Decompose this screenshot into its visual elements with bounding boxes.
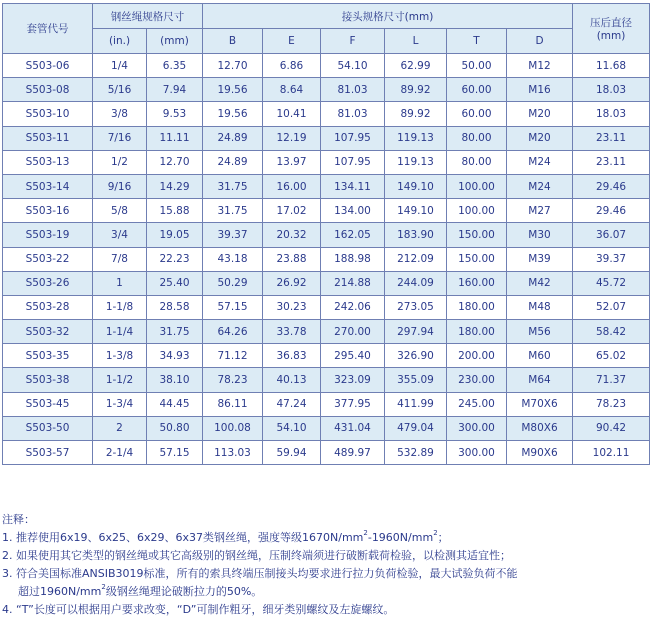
- cell-rope-in: 2: [93, 416, 147, 440]
- cell-d: M20: [507, 126, 573, 150]
- cell-t: 80.00: [447, 150, 507, 174]
- table-row: [3, 344, 650, 368]
- header-diameter-label: 压后直径: [590, 17, 633, 29]
- cell-diameter: 29.46: [573, 174, 650, 198]
- cell-f: 242.06: [321, 295, 385, 319]
- cell-d: M80X6: [507, 416, 573, 440]
- cell-l: 119.13: [385, 126, 447, 150]
- table-row: [3, 54, 650, 78]
- cell-rope-mm: 44.45: [147, 392, 203, 416]
- note-1-text-b: -1960N/mm: [367, 531, 434, 544]
- table-row: [3, 78, 650, 102]
- cell-rope-mm: 38.10: [147, 368, 203, 392]
- cell-f: 270.00: [321, 320, 385, 344]
- table-row: [3, 295, 650, 319]
- table-row: [3, 271, 650, 295]
- cell-rope-in: 9/16: [93, 174, 147, 198]
- cell-l: 411.99: [385, 392, 447, 416]
- cell-diameter: 71.37: [573, 368, 650, 392]
- header-rope-mm: (mm): [147, 29, 203, 54]
- cell-rope-in: 3/8: [93, 102, 147, 126]
- header-rope-in: (in.): [93, 29, 147, 54]
- cell-f: 162.05: [321, 223, 385, 247]
- cell-b: 39.37: [203, 223, 263, 247]
- cell-b: 50.29: [203, 271, 263, 295]
- header-code: 套管代号: [3, 4, 93, 54]
- header-diameter: [573, 4, 650, 54]
- header-d: D: [507, 29, 573, 54]
- note-1-sup-2: 2: [433, 529, 438, 537]
- cell-rope-mm: 50.80: [147, 416, 203, 440]
- table-row: [3, 126, 650, 150]
- cell-b: 43.18: [203, 247, 263, 271]
- cell-l: 149.10: [385, 174, 447, 198]
- cell-diameter: 78.23: [573, 392, 650, 416]
- cell-l: 355.09: [385, 368, 447, 392]
- cell-f: 188.98: [321, 247, 385, 271]
- cell-d: M24: [507, 174, 573, 198]
- cell-code: S503-13: [3, 150, 93, 174]
- cell-t: 200.00: [447, 344, 507, 368]
- cell-b: 57.15: [203, 295, 263, 319]
- cell-l: 183.90: [385, 223, 447, 247]
- cell-diameter: 102.11: [573, 441, 650, 465]
- table-row: [3, 247, 650, 271]
- header-f: F: [321, 29, 385, 54]
- cell-rope-in: 1/2: [93, 150, 147, 174]
- cell-d: M39: [507, 247, 573, 271]
- cell-code: S503-22: [3, 247, 93, 271]
- note-3-text-b: 级钢丝绳理论破断拉力的50%。: [105, 585, 263, 598]
- cell-l: 62.99: [385, 54, 447, 78]
- cell-b: 86.11: [203, 392, 263, 416]
- cell-rope-in: 5/16: [93, 78, 147, 102]
- cell-e: 8.64: [263, 78, 321, 102]
- cell-t: 180.00: [447, 295, 507, 319]
- cell-l: 119.13: [385, 150, 447, 174]
- note-3: 3. 符合美国标准ANSIB3019标准，所有的索具终端压制接头均要求进行拉力负荷检验，最大试验负荷不能: [2, 567, 518, 580]
- note-4: 4. “T”长度可以根据用户要求改变，“D”可制作粗牙，细牙类别螺纹及左旋螺纹。: [2, 603, 395, 616]
- cell-l: 479.04: [385, 416, 447, 440]
- cell-f: 81.03: [321, 102, 385, 126]
- cell-code: S503-10: [3, 102, 93, 126]
- cell-rope-mm: 31.75: [147, 320, 203, 344]
- cell-rope-mm: 7.94: [147, 78, 203, 102]
- cell-rope-in: 1-1/4: [93, 320, 147, 344]
- cell-e: 30.23: [263, 295, 321, 319]
- cell-b: 78.23: [203, 368, 263, 392]
- header-rope-group: 钢丝绳规格尺寸: [93, 4, 203, 29]
- cell-f: 134.11: [321, 174, 385, 198]
- note-3-continued: [2, 583, 650, 601]
- cell-d: M70X6: [507, 392, 573, 416]
- cell-f: 134.00: [321, 199, 385, 223]
- table-row: [3, 223, 650, 247]
- cell-e: 36.83: [263, 344, 321, 368]
- cell-e: 12.19: [263, 126, 321, 150]
- notes-title: 注释：: [2, 513, 35, 526]
- cell-t: 60.00: [447, 78, 507, 102]
- cell-diameter: 23.11: [573, 126, 650, 150]
- cell-f: 214.88: [321, 271, 385, 295]
- cell-rope-mm: 12.70: [147, 150, 203, 174]
- cell-rope-in: 7/8: [93, 247, 147, 271]
- table-row: [3, 174, 650, 198]
- cell-rope-mm: 6.35: [147, 54, 203, 78]
- cell-diameter: 29.46: [573, 199, 650, 223]
- cell-t: 60.00: [447, 102, 507, 126]
- cell-code: S503-16: [3, 199, 93, 223]
- header-b: B: [203, 29, 263, 54]
- cell-l: 89.92: [385, 78, 447, 102]
- cell-rope-in: 5/8: [93, 199, 147, 223]
- cell-t: 150.00: [447, 247, 507, 271]
- cell-e: 40.13: [263, 368, 321, 392]
- table-row: [3, 102, 650, 126]
- cell-rope-mm: 34.93: [147, 344, 203, 368]
- cell-b: 24.89: [203, 150, 263, 174]
- cell-f: 81.03: [321, 78, 385, 102]
- cell-rope-in: 1-1/8: [93, 295, 147, 319]
- cell-f: 431.04: [321, 416, 385, 440]
- cell-code: S503-38: [3, 368, 93, 392]
- cell-t: 230.00: [447, 368, 507, 392]
- note-3-sup: 2: [101, 583, 106, 591]
- cell-code: S503-26: [3, 271, 93, 295]
- cell-diameter: 18.03: [573, 102, 650, 126]
- cell-code: S503-08: [3, 78, 93, 102]
- header-l: L: [385, 29, 447, 54]
- cell-b: 71.12: [203, 344, 263, 368]
- cell-rope-mm: 25.40: [147, 271, 203, 295]
- cell-l: 149.10: [385, 199, 447, 223]
- spec-table: [2, 3, 650, 465]
- table-body: [3, 54, 650, 465]
- cell-e: 13.97: [263, 150, 321, 174]
- note-1-text-c: ；: [437, 531, 449, 544]
- cell-rope-mm: 11.11: [147, 126, 203, 150]
- cell-code: S503-06: [3, 54, 93, 78]
- cell-diameter: 23.11: [573, 150, 650, 174]
- table-row: [3, 199, 650, 223]
- cell-code: S503-50: [3, 416, 93, 440]
- table-row: [3, 368, 650, 392]
- cell-rope-in: 1-3/4: [93, 392, 147, 416]
- cell-b: 12.70: [203, 54, 263, 78]
- cell-t: 80.00: [447, 126, 507, 150]
- cell-f: 489.97: [321, 441, 385, 465]
- cell-l: 212.09: [385, 247, 447, 271]
- cell-t: 50.00: [447, 54, 507, 78]
- cell-t: 245.00: [447, 392, 507, 416]
- cell-code: S503-19: [3, 223, 93, 247]
- cell-f: 107.95: [321, 150, 385, 174]
- cell-b: 31.75: [203, 199, 263, 223]
- header-diameter-unit: (mm): [596, 30, 626, 42]
- cell-l: 532.89: [385, 441, 447, 465]
- table-row: [3, 392, 650, 416]
- cell-t: 180.00: [447, 320, 507, 344]
- notes: [2, 511, 650, 619]
- cell-e: 6.86: [263, 54, 321, 78]
- cell-rope-mm: 9.53: [147, 102, 203, 126]
- cell-e: 26.92: [263, 271, 321, 295]
- cell-t: 160.00: [447, 271, 507, 295]
- cell-d: M12: [507, 54, 573, 78]
- cell-t: 300.00: [447, 416, 507, 440]
- cell-e: 23.88: [263, 247, 321, 271]
- cell-f: 54.10: [321, 54, 385, 78]
- cell-d: M48: [507, 295, 573, 319]
- cell-e: 59.94: [263, 441, 321, 465]
- cell-rope-in: 1/4: [93, 54, 147, 78]
- cell-f: 295.40: [321, 344, 385, 368]
- cell-l: 89.92: [385, 102, 447, 126]
- cell-diameter: 18.03: [573, 78, 650, 102]
- header-joint-group: 接头规格尺寸(mm): [203, 4, 573, 29]
- cell-t: 150.00: [447, 223, 507, 247]
- cell-t: 100.00: [447, 174, 507, 198]
- cell-code: S503-32: [3, 320, 93, 344]
- cell-b: 64.26: [203, 320, 263, 344]
- cell-b: 24.89: [203, 126, 263, 150]
- cell-f: 107.95: [321, 126, 385, 150]
- cell-l: 326.90: [385, 344, 447, 368]
- table-header: [3, 4, 650, 54]
- cell-rope-mm: 19.05: [147, 223, 203, 247]
- cell-rope-in: 1-1/2: [93, 368, 147, 392]
- cell-d: M64: [507, 368, 573, 392]
- cell-d: M60: [507, 344, 573, 368]
- header-e: E: [263, 29, 321, 54]
- cell-d: M20: [507, 102, 573, 126]
- cell-b: 31.75: [203, 174, 263, 198]
- cell-rope-mm: 28.58: [147, 295, 203, 319]
- cell-code: S503-11: [3, 126, 93, 150]
- cell-f: 323.09: [321, 368, 385, 392]
- cell-code: S503-35: [3, 344, 93, 368]
- cell-b: 100.08: [203, 416, 263, 440]
- cell-d: M27: [507, 199, 573, 223]
- cell-rope-in: 7/16: [93, 126, 147, 150]
- header-t: T: [447, 29, 507, 54]
- cell-code: S503-57: [3, 441, 93, 465]
- cell-d: M24: [507, 150, 573, 174]
- cell-diameter: 36.07: [573, 223, 650, 247]
- cell-code: S503-14: [3, 174, 93, 198]
- cell-d: M56: [507, 320, 573, 344]
- cell-diameter: 39.37: [573, 247, 650, 271]
- cell-l: 273.05: [385, 295, 447, 319]
- cell-d: M16: [507, 78, 573, 102]
- cell-d: M30: [507, 223, 573, 247]
- cell-e: 54.10: [263, 416, 321, 440]
- cell-rope-in: 3/4: [93, 223, 147, 247]
- cell-e: 17.02: [263, 199, 321, 223]
- cell-rope-mm: 14.29: [147, 174, 203, 198]
- cell-rope-in: 1-3/8: [93, 344, 147, 368]
- cell-diameter: 65.02: [573, 344, 650, 368]
- cell-t: 100.00: [447, 199, 507, 223]
- cell-b: 19.56: [203, 102, 263, 126]
- cell-e: 10.41: [263, 102, 321, 126]
- note-2: 2. 如果使用其它类型的钢丝绳或其它高级别的钢丝绳，压制终端须进行破断载荷检验，以检测其适宜性；: [2, 549, 511, 562]
- cell-rope-mm: 22.23: [147, 247, 203, 271]
- cell-rope-in: 2-1/4: [93, 441, 147, 465]
- cell-e: 47.24: [263, 392, 321, 416]
- cell-diameter: 45.72: [573, 271, 650, 295]
- cell-l: 297.94: [385, 320, 447, 344]
- note-1: [2, 529, 650, 547]
- cell-rope-mm: 57.15: [147, 441, 203, 465]
- table-row: [3, 320, 650, 344]
- cell-code: S503-45: [3, 392, 93, 416]
- cell-e: 20.32: [263, 223, 321, 247]
- cell-rope-in: 1: [93, 271, 147, 295]
- table-row: [3, 441, 650, 465]
- cell-t: 300.00: [447, 441, 507, 465]
- cell-f: 377.95: [321, 392, 385, 416]
- cell-diameter: 90.42: [573, 416, 650, 440]
- cell-b: 113.03: [203, 441, 263, 465]
- cell-e: 16.00: [263, 174, 321, 198]
- cell-rope-mm: 15.88: [147, 199, 203, 223]
- cell-d: M42: [507, 271, 573, 295]
- cell-b: 19.56: [203, 78, 263, 102]
- cell-code: S503-28: [3, 295, 93, 319]
- table-row: [3, 150, 650, 174]
- cell-diameter: 52.07: [573, 295, 650, 319]
- note-1-sup-1: 2: [363, 529, 368, 537]
- table-row: [3, 416, 650, 440]
- note-1-text-a: 1. 推荐使用6x19、6x25、6x29、6x37类钢丝绳，强度等级1670N/mm: [2, 531, 364, 544]
- cell-l: 244.09: [385, 271, 447, 295]
- cell-d: M90X6: [507, 441, 573, 465]
- cell-diameter: 58.42: [573, 320, 650, 344]
- note-3-text-a: 超过1960N/mm: [18, 585, 102, 598]
- cell-diameter: 11.68: [573, 54, 650, 78]
- cell-e: 33.78: [263, 320, 321, 344]
